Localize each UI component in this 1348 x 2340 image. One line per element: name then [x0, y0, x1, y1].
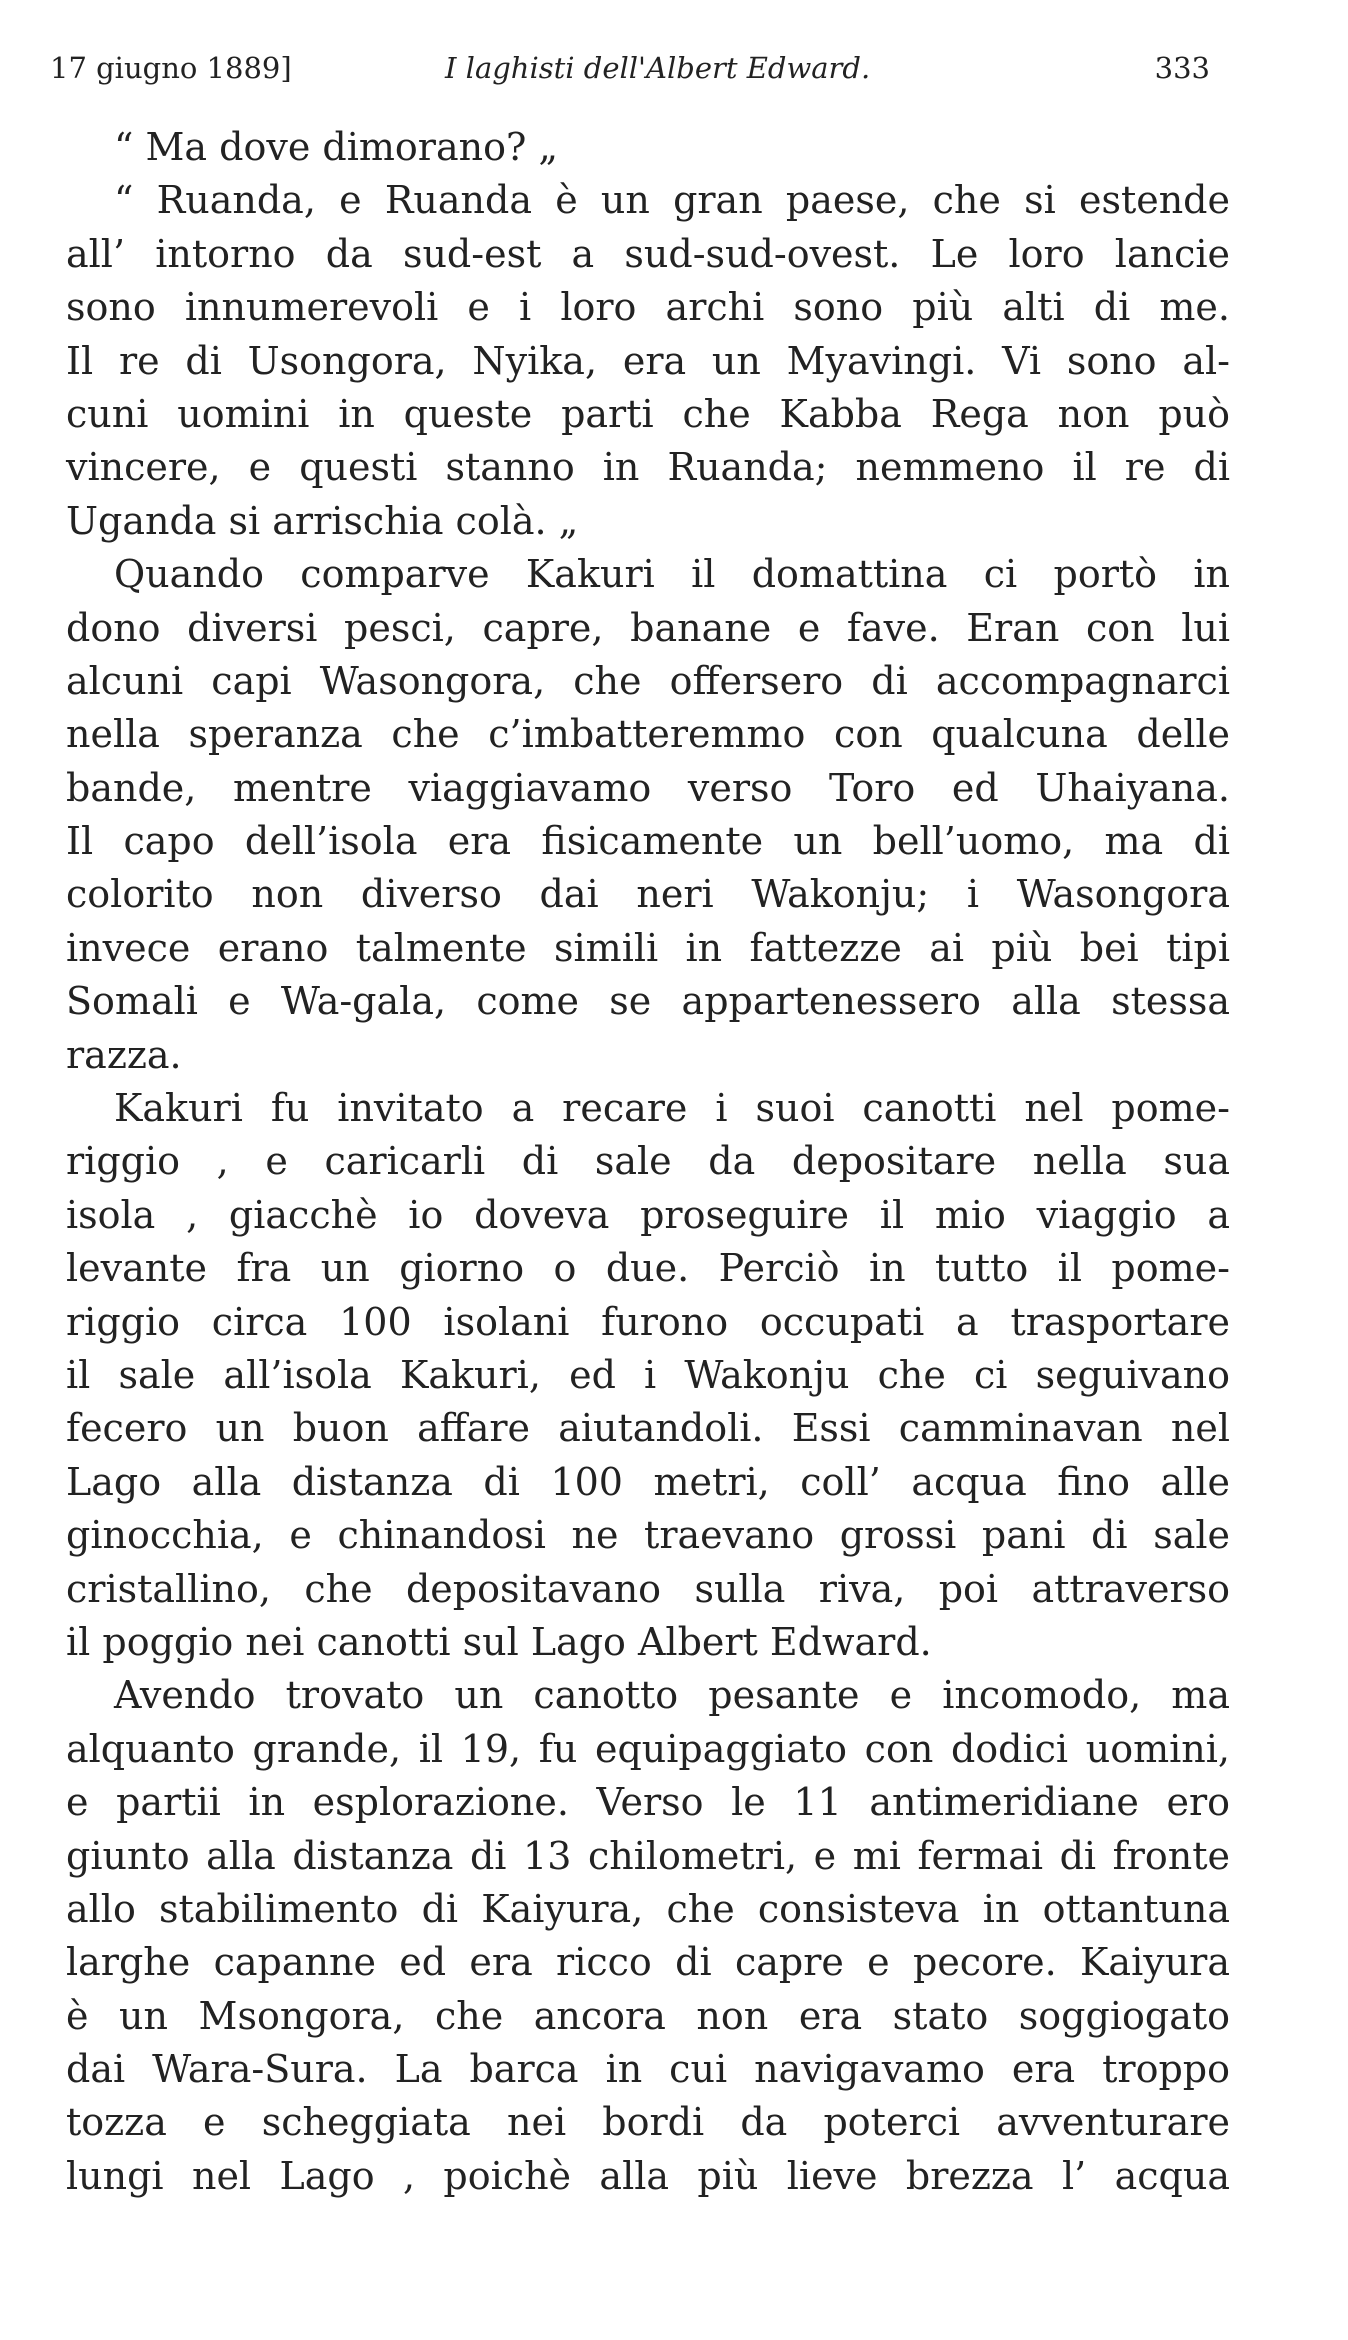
text-line: riggio , e caricarli di sale da depositare nella sua [66, 1139, 1230, 1184]
text-line: ginocchia, e chinandosi ne traevano grossi pani di sale [66, 1513, 1230, 1558]
text-line: Somali e Wa-gala, come se appartenessero alla stessa [66, 979, 1230, 1024]
text-line: all’ intorno da sud-est a sud-sud-ovest. Le loro lancie [66, 231, 1230, 276]
text-line: è un Msongora, che ancora non era stato soggiogato [66, 1993, 1230, 2038]
text-line: levante fra un giorno o due. Perciò in tutto il pome- [66, 1246, 1230, 1291]
text-line: riggio circa 100 isolani furono occupati a trasportare [66, 1299, 1230, 1344]
text-line: larghe capanne ed era ricco di capre e pecore. Kaiyura [66, 1940, 1230, 1985]
body-text [66, 121, 1230, 2203]
text-line: invece erano talmente simili in fattezze ai più bei tipi [66, 925, 1230, 970]
text-line: Avendo trovato un canotto pesante e incomodo, ma [114, 1673, 1230, 1718]
text-line: Quando comparve Kakuri il domattina ci portò in [114, 552, 1230, 597]
text-line: e partii in esplorazione. Verso le 11 antimeridiane ero [66, 1780, 1230, 1825]
page-number: 333 [1154, 51, 1210, 85]
text-line: Il capo dell’isola era fisicamente un bell’uomo, ma di [66, 819, 1230, 864]
text-line: dai Wara-Sura. La barca in cui navigavamo era troppo [66, 2047, 1230, 2092]
text-line: nella speranza che c’imbatteremmo con qualcuna delle [66, 712, 1230, 757]
text-line: lungi nel Lago , poichè alla più lieve brezza l’ acqua [66, 2153, 1230, 2198]
header-title: I laghisti dell'Albert Edward. [445, 51, 871, 85]
text-line: giunto alla distanza di 13 chilometri, e mi fermai di fronte [66, 1833, 1230, 1878]
text-line: razza. [66, 1032, 182, 1077]
text-line: colorito non diverso dai neri Wakonju; i Wasongora [66, 872, 1230, 917]
text-line: isola , giacchè io doveva proseguire il mio viaggio a [66, 1192, 1230, 1237]
text-line: “ Ruanda, e Ruanda è un gran paese, che si estende [114, 178, 1230, 223]
running-header [50, 48, 1210, 88]
text-line: Il re di Usongora, Nyika, era un Myavingi. Vi sono al- [66, 338, 1230, 383]
text-line: tozza e scheggiata nei bordi da poterci avventurare [66, 2100, 1230, 2145]
text-line: cuni uomini in queste parti che Kabba Rega non può [66, 391, 1230, 436]
text-line: sono innumerevoli e i loro archi sono più alti di me. [66, 285, 1230, 330]
text-line: dono diversi pesci, capre, banane e fave. Eran con lui [66, 605, 1230, 650]
text-line: Uganda si arrischia colà. „ [66, 498, 579, 543]
text-line: Lago alla distanza di 100 metri, coll’ acqua fino alle [66, 1459, 1230, 1504]
text-line: Kakuri fu invitato a recare i suoi canotti nel pome- [114, 1086, 1230, 1131]
text-line: vincere, e questi stanno in Ruanda; nemmeno il re di [66, 445, 1230, 490]
header-date: 17 giugno 1889] [50, 51, 292, 85]
text-line: alcuni capi Wasongora, che offersero di accompagnarci [66, 658, 1230, 703]
text-line: fecero un buon affare aiutandoli. Essi camminavan nel [66, 1406, 1230, 1451]
text-line: allo stabilimento di Kaiyura, che consisteva in ottantuna [66, 1886, 1230, 1931]
text-line: il poggio nei canotti sul Lago Albert Edward. [66, 1619, 932, 1664]
text-line: “ Ma dove dimorano? „ [114, 125, 559, 169]
text-line: il sale all’isola Kakuri, ed i Wakonju che ci seguivano [66, 1352, 1230, 1397]
text-line: alquanto grande, il 19, fu equipaggiato con dodici uomini, [66, 1726, 1230, 1771]
text-line: bande, mentre viaggiavamo verso Toro ed Uhaiyana. [66, 765, 1230, 810]
text-line: cristallino, che depositavano sulla riva, poi attraverso [66, 1566, 1230, 1611]
